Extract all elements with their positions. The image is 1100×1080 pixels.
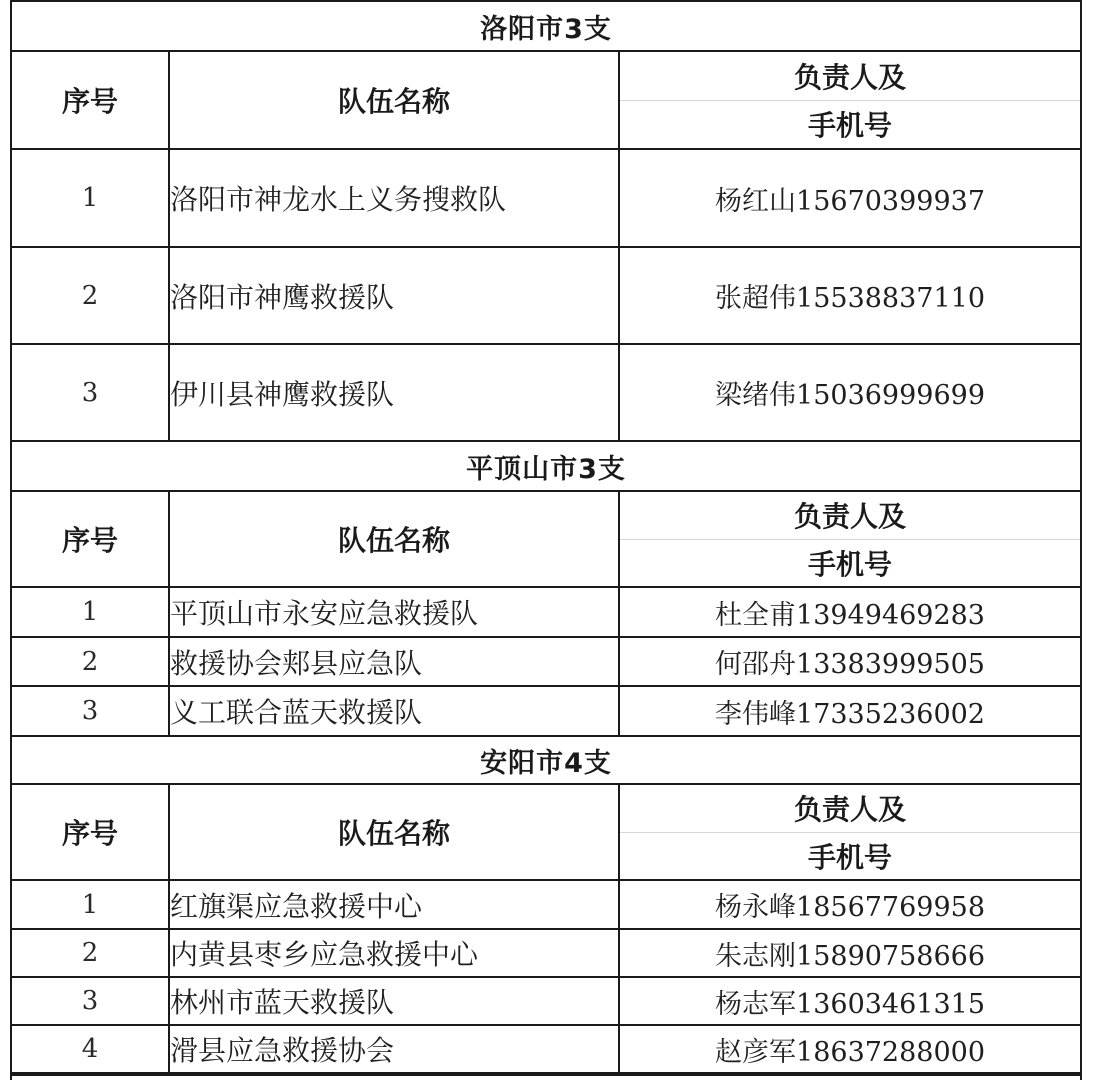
table-row: [12, 880, 1080, 929]
row-contact: 梁绪伟15036999699: [619, 344, 1080, 441]
row-team-name: 滑县应急救援协会: [169, 1025, 619, 1073]
header-team-name: 队伍名称: [169, 784, 619, 880]
table-row: [12, 149, 1080, 247]
row-team-name: 林州市蓝天救援队: [169, 977, 619, 1025]
section-title: 安阳市4支: [12, 736, 1080, 784]
row-index: 4: [12, 1025, 169, 1073]
table-row: [12, 929, 1080, 977]
row-contact: 杨红山15670399937: [619, 149, 1080, 247]
row-team-name: 洛阳市神龙水上义务搜救队: [169, 149, 619, 247]
section-anyang-table: [12, 735, 1080, 1074]
row-contact: 张超伟15538837110: [619, 247, 1080, 344]
table-row: [12, 247, 1080, 344]
row-contact: 杨志军13603461315: [619, 977, 1080, 1025]
row-contact: 朱志刚15890758666: [619, 929, 1080, 977]
row-index: 3: [12, 344, 169, 441]
rescue-team-roster: [10, 0, 1082, 1080]
row-team-name: 伊川县神鹰救援队: [169, 344, 619, 441]
row-index: 3: [12, 686, 169, 736]
header-contact-line2: 手机号: [619, 832, 1080, 880]
table-row: [12, 637, 1080, 686]
row-index: 3: [12, 977, 169, 1025]
header-index: 序号: [12, 491, 169, 587]
row-index: 2: [12, 637, 169, 686]
row-team-name: 红旗渠应急救援中心: [169, 880, 619, 929]
table-bottom-edge: [12, 1074, 1080, 1080]
section-luoyang-table: [12, 0, 1080, 442]
header-index: 序号: [12, 51, 169, 149]
row-team-name: 平顶山市永安应急救援队: [169, 587, 619, 637]
header-contact-line1: 负责人及: [619, 51, 1080, 100]
row-contact: 李伟峰17335236002: [619, 686, 1080, 736]
row-team-name: 义工联合蓝天救援队: [169, 686, 619, 736]
section-title: 洛阳市3支: [12, 1, 1080, 51]
row-contact: 赵彦军18637288000: [619, 1025, 1080, 1073]
row-contact: 杨永峰18567769958: [619, 880, 1080, 929]
section-pingdingshan-table: [12, 440, 1080, 737]
header-contact-line2: 手机号: [619, 539, 1080, 587]
header-team-name: 队伍名称: [169, 51, 619, 149]
row-team-name: 救援协会郏县应急队: [169, 637, 619, 686]
row-team-name: 洛阳市神鹰救援队: [169, 247, 619, 344]
row-index: 2: [12, 247, 169, 344]
header-index: 序号: [12, 784, 169, 880]
row-team-name: 内黄县枣乡应急救援中心: [169, 929, 619, 977]
header-contact-line1: 负责人及: [619, 491, 1080, 539]
table-row: [12, 977, 1080, 1025]
table-row: [12, 344, 1080, 441]
header-team-name: 队伍名称: [169, 491, 619, 587]
table-row: [12, 587, 1080, 637]
row-index: 1: [12, 880, 169, 929]
table-row: [12, 686, 1080, 736]
row-index: 1: [12, 149, 169, 247]
table-row: [12, 1025, 1080, 1073]
section-title: 平顶山市3支: [12, 441, 1080, 491]
header-contact-line2: 手机号: [619, 100, 1080, 149]
row-contact: 何邵舟13383999505: [619, 637, 1080, 686]
row-index: 1: [12, 587, 169, 637]
header-contact-line1: 负责人及: [619, 784, 1080, 832]
row-index: 2: [12, 929, 169, 977]
row-contact: 杜全甫13949469283: [619, 587, 1080, 637]
